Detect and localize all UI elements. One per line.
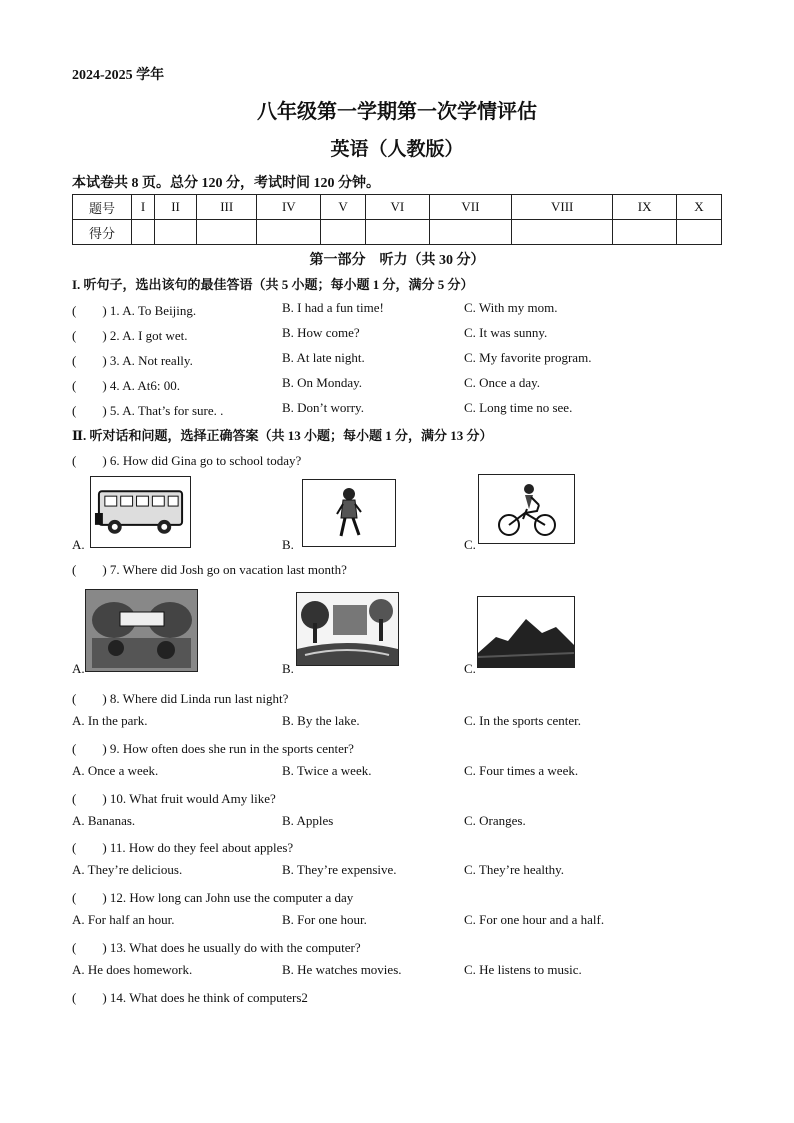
option-b: B. Twice a week.	[282, 763, 372, 778]
picture-label-a: A.	[72, 537, 85, 552]
question-stem: ( ) 14. What does he think of computers2	[72, 990, 308, 1005]
option-b: B. At late night.	[282, 350, 365, 365]
option-a: A. He does homework.	[72, 962, 193, 977]
score-table-score-row	[73, 220, 722, 245]
question-stem: ( ) 12. How long can John use the computer a day	[72, 890, 354, 905]
score-table-col: I	[132, 195, 155, 220]
score-cell[interactable]	[366, 220, 430, 245]
option-b: B. For one hour.	[282, 912, 367, 927]
option-a: A. Once a week.	[72, 763, 159, 778]
question-stem: ( ) 11. How do they feel about apples?	[72, 840, 294, 855]
score-cell[interactable]	[196, 220, 257, 245]
score-cell[interactable]	[132, 220, 155, 245]
option-a: A. Bananas.	[72, 813, 136, 828]
question-stem: ( ) 10. What fruit would Amy like?	[72, 791, 276, 806]
option-b: B. They’re expensive.	[282, 862, 397, 877]
option-a: A. In the park.	[72, 713, 148, 728]
exam-info: 本试卷共 8 页。总分 120 分，考试时间 120 分钟。	[72, 176, 380, 191]
option-a: A. For half an hour.	[72, 912, 175, 927]
score-table-col: III	[196, 195, 257, 220]
option-c: C. For one hour and a half.	[464, 912, 605, 927]
bus-icon	[90, 476, 191, 548]
question-stem: ( ) 8. Where did Linda run last night?	[72, 691, 289, 706]
score-table-row-label: 得分	[73, 220, 132, 245]
option-c: C. They’re healthy.	[464, 862, 564, 877]
picture-label-a: A.	[72, 661, 85, 676]
walking-girl-icon	[302, 479, 396, 547]
score-table-col: V	[321, 195, 366, 220]
score-cell[interactable]	[429, 220, 511, 245]
exam-subtitle: 英语（人教版）	[330, 139, 464, 160]
question-stem: ( ) 1. A. To Beijing.	[72, 303, 197, 318]
score-cell[interactable]	[321, 220, 366, 245]
score-table-col: X	[676, 195, 721, 220]
section-heading: Ⅱ. 听对话和问题，选择正确答案（共 13 小题；每小题 1 分，满分 13 分）	[72, 428, 493, 443]
option-b: B. He watches movies.	[282, 962, 402, 977]
score-cell[interactable]	[155, 220, 197, 245]
question-stem: ( ) 5. A. That’s for sure. .	[72, 403, 224, 418]
option-c: C. Oranges.	[464, 813, 526, 828]
score-cell[interactable]	[676, 220, 721, 245]
score-cell[interactable]	[257, 220, 321, 245]
option-c: C. My favorite program.	[464, 350, 592, 365]
mountain-icon	[477, 596, 575, 668]
score-cell[interactable]	[613, 220, 677, 245]
zoo-icon	[85, 589, 198, 672]
score-table-header-row	[73, 195, 722, 220]
girl-on-bike-icon	[478, 474, 575, 544]
section-heading: I. 听句子，选出该句的最佳答语（共 5 小题；每小题 1 分，满分 5 分）	[72, 277, 474, 292]
question-stem: ( ) 6. How did Gina go to school today?	[72, 453, 302, 468]
option-c: C. Four times a week.	[464, 763, 579, 778]
score-table-col: II	[155, 195, 197, 220]
picture-label-b: B.	[282, 537, 294, 552]
picture-label-c: C.	[464, 537, 476, 552]
option-c: C. Long time no see.	[464, 400, 573, 415]
picture-label-b: B.	[282, 661, 294, 676]
option-a: A. They’re delicious.	[72, 862, 183, 877]
option-c: C. With my mom.	[464, 300, 558, 315]
school-year: 2024-2025 学年	[72, 68, 165, 83]
option-b: B. By the lake.	[282, 713, 360, 728]
option-b: B. Apples	[282, 813, 334, 828]
question-stem: ( ) 3. A. Not really.	[72, 353, 193, 368]
picture-label-c: C.	[464, 661, 476, 676]
score-table-col: VIII	[512, 195, 613, 220]
score-table	[72, 194, 722, 245]
part-heading: 第一部分 听力（共 30 分）	[309, 253, 485, 268]
question-stem: ( ) 4. A. At6: 00.	[72, 378, 180, 393]
score-cell[interactable]	[512, 220, 613, 245]
score-table-row-label: 题号	[73, 195, 132, 220]
option-c: C. He listens to music.	[464, 962, 582, 977]
question-stem: ( ) 13. What does he usually do with the computer?	[72, 940, 361, 955]
option-c: C. In the sports center.	[464, 713, 581, 728]
score-table-col: VI	[366, 195, 430, 220]
option-b: B. Don’t worry.	[282, 400, 364, 415]
exam-title: 八年级第一学期第一次学情评估	[257, 101, 537, 123]
score-table-col: VII	[429, 195, 511, 220]
option-b: B. I had a fun time!	[282, 300, 384, 315]
option-b: B. On Monday.	[282, 375, 363, 390]
park-icon	[296, 592, 399, 666]
option-b: B. How come?	[282, 325, 360, 340]
question-stem: ( ) 2. A. I got wet.	[72, 328, 188, 343]
score-table-col: IV	[257, 195, 321, 220]
option-c: C. It was sunny.	[464, 325, 548, 340]
score-table-col: IX	[613, 195, 677, 220]
question-stem: ( ) 9. How often does she run in the sports center?	[72, 741, 354, 756]
option-c: C. Once a day.	[464, 375, 541, 390]
question-stem: ( ) 7. Where did Josh go on vacation last month?	[72, 562, 347, 577]
